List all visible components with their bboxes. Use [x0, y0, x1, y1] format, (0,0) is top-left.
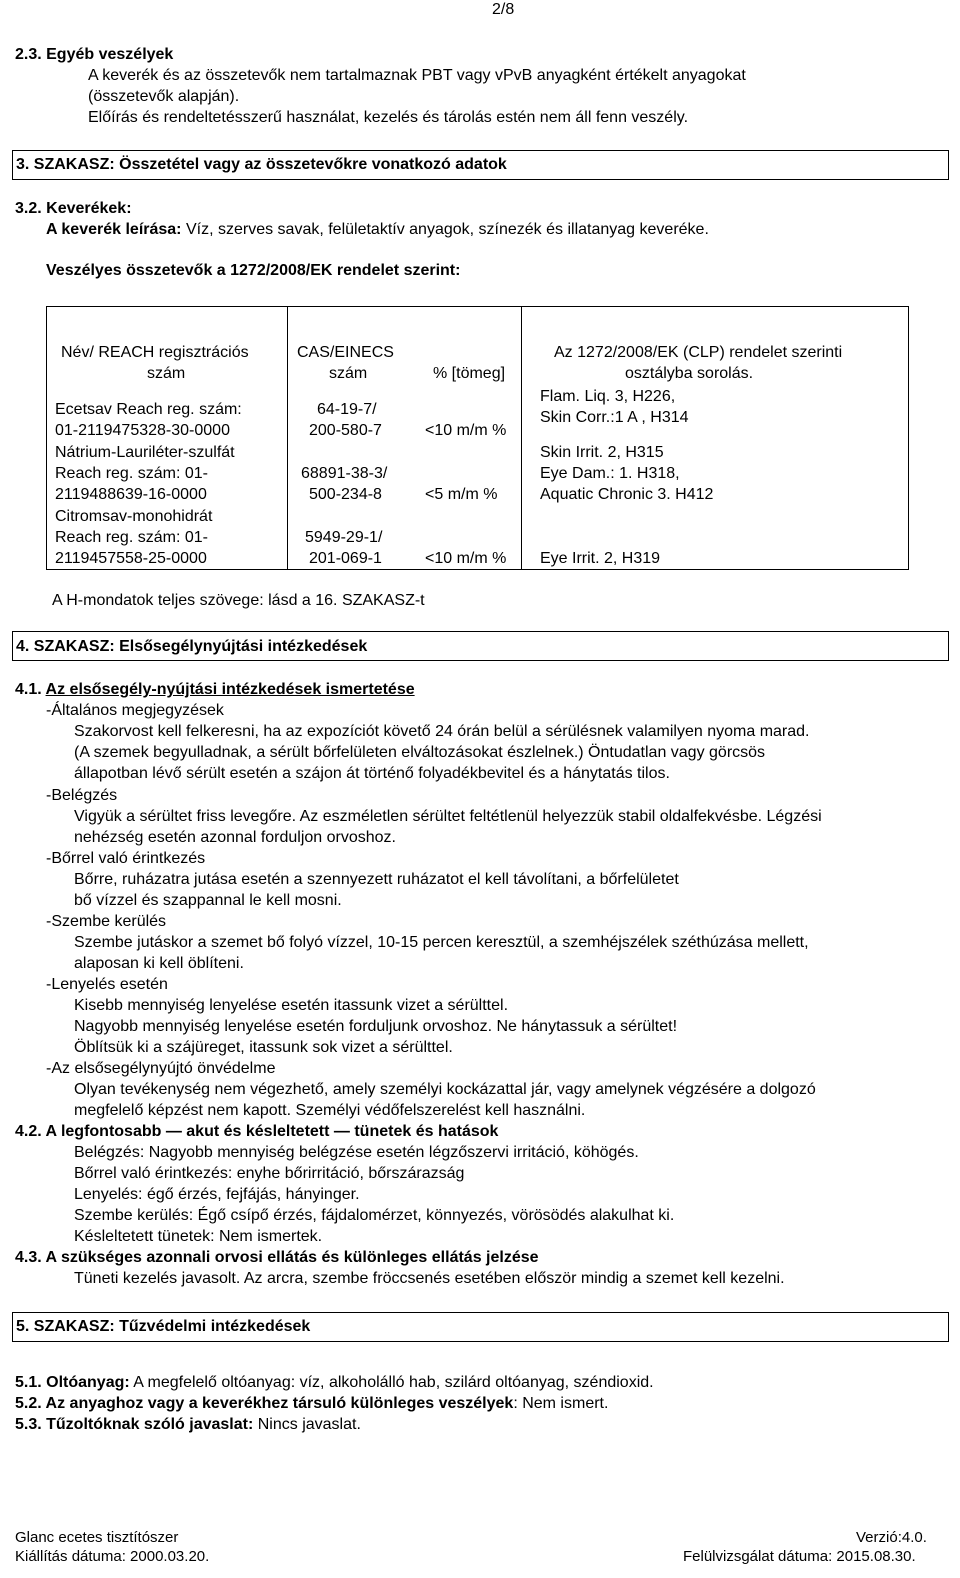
table-row-3-name-2: Reach reg. szám: 01-: [55, 529, 208, 546]
ingest-line2: Nagyobb mennyiség lenyelése esetén forduljunk orvoshoz. Ne hánytassuk a sérültet!: [74, 1018, 678, 1035]
section-2-3-heading: 2.3. Egyéb veszélyek: [15, 46, 174, 63]
section-4-1-title: Az elsősegély-nyújtási intézkedések ismertetése: [45, 681, 415, 698]
section-4-3-title: A szükséges azonnali orvosi ellátás és különleges ellátás jelzése: [45, 1249, 539, 1266]
skin-line2: bő vízzel és szappannal le kell mosni.: [74, 892, 342, 909]
ingest-line1: Kisebb mennyiség lenyelése esetén itassunk vizet a sérülttel.: [74, 997, 509, 1014]
section-3-heading: 3. SZAKASZ: Összetétel vagy az összetevőkre vonatkozó adatok: [16, 156, 507, 173]
header-name-2: szám: [147, 365, 186, 382]
table-row-2-name-2: Reach reg. szám: 01-: [55, 465, 208, 482]
table-divider: [521, 307, 522, 569]
table-row-1-name-2: 01-2119475328-30-0000: [55, 422, 230, 439]
section-5-3-text: Nincs javaslat.: [253, 1416, 361, 1433]
symptom-line2: Bőrrel való érintkezés: enyhe bőrirritáció, bőrszárazság: [74, 1165, 465, 1182]
table-row-2-clp-2: Eye Dam.: 1. H318,: [540, 465, 680, 482]
table-row-2-name-1: Nátrium-Lauriléter-szulfát: [55, 444, 235, 461]
general-label: -Általános megjegyzések: [46, 702, 224, 719]
protect-line1: Olyan tevékenység nem végezhető, amely személyi kockázattal jár, vagy amelynek végzésére a dolgozó: [74, 1081, 816, 1098]
section-5-1-label: 5.1. Oltóanyag:: [15, 1374, 130, 1391]
h-statements-footnote: A H-mondatok teljes szövege: lásd a 16. SZAKASZ-t: [52, 592, 425, 609]
mixture-description-text: Víz, szerves savak, felületaktív anyagok, színezék és illatanyag keveréke.: [181, 221, 709, 238]
section-2-3-line2: (összetevők alapján).: [88, 88, 240, 105]
table-row-1-name-1: Ecetsav Reach reg. szám:: [55, 401, 242, 418]
breath-line2: nehézség esetén azonnal forduljon orvoshoz.: [74, 829, 396, 846]
section-2-3-line1: A keverék és az összetevők nem tartalmaznak PBT vagy vPvB anyagként értékelt anyagokat: [88, 67, 746, 84]
table-row-3-pct: <10 m/m %: [425, 550, 507, 567]
section-4-heading: 4. SZAKASZ: Elsősegélynyújtási intézkedések: [16, 638, 368, 655]
section-4-2-title: A legfontosabb — akut és késleltetett — tünetek és hatások: [45, 1123, 499, 1140]
breath-line1: Vigyük a sérültet friss levegőre. Az eszméletlen sérültet feltétlenül helyezzük stabil oldalfekvésbe. Légzési: [74, 808, 822, 825]
footer-version: Verzió:4.0.: [856, 1529, 927, 1546]
section-4-2-num: 4.2.: [15, 1123, 42, 1140]
symptom-line4: Szembe kerülés: Égő csípő érzés, fájdalomérzet, könnyezés, vörösödés alakulhat ki.: [74, 1207, 675, 1224]
section-4-1-num: 4.1.: [15, 681, 42, 698]
section-5-2-label: 5.2. Az anyaghoz vagy a keverékhez társuló különleges veszélyek: [15, 1395, 514, 1412]
section-5-3: [15, 1415, 361, 1436]
table-row-3-cas-2: 201-069-1: [309, 550, 382, 567]
protect-line2: megfelelő képzést nem kapott. Személyi védőfelszerelést kell használni.: [74, 1102, 586, 1119]
header-cas-1: CAS/EINECS: [297, 344, 394, 361]
table-row-1-cas-2: 200-580-7: [309, 422, 382, 439]
section-5-box: [12, 1312, 949, 1342]
page-number: 2/8: [492, 1, 515, 18]
section-4-2-heading: [15, 1122, 498, 1143]
eye-label: -Szembe kerülés: [46, 913, 167, 930]
table-row-3-cas-1: 5949-29-1/: [305, 529, 383, 546]
symptom-line3: Lenyelés: égő érzés, fejfájás, hányinger.: [74, 1186, 360, 1203]
footer-product: Glanc ecetes tisztítószer: [15, 1529, 179, 1546]
section-5-heading: 5. SZAKASZ: Tűzvédelmi intézkedések: [16, 1318, 311, 1335]
header-pct: % [tömeg]: [433, 365, 506, 382]
symptom-line5: Késleltetett tünetek: Nem ismertek.: [74, 1228, 323, 1245]
protect-label: -Az elsősegélynyújtó önvédelme: [46, 1060, 276, 1077]
header-clp-2: osztályba sorolás.: [625, 365, 754, 382]
header-name-1: Név/ REACH regisztrációs: [61, 344, 249, 361]
header-cas-2: szám: [329, 365, 368, 382]
table-row-3-name-3: 2119457558-25-0000: [55, 550, 207, 567]
composition-table: [46, 306, 909, 570]
eye-line2: alaposan ki kell öblíteni.: [74, 955, 244, 972]
general-line3: állapotban lévő sérült esetén a szájon át történő folyadékbevitel és a hánytatás tilos.: [74, 765, 670, 782]
table-row-2-name-3: 2119488639-16-0000: [55, 486, 207, 503]
table-row-3-clp-1: Eye Irrit. 2, H319: [540, 550, 661, 567]
table-row-3-name-1: Citromsav-monohidrát: [55, 508, 213, 525]
table-row-1-clp-2: Skin Corr.:1 A , H314: [540, 409, 689, 426]
section-5-1-text: A megfelelő oltóanyag: víz, alkoholálló hab, szilárd oltóanyag, széndioxid.: [129, 1374, 654, 1391]
general-line2: (A szemek begyulladnak, a sérült bőrfelületen elváltozásokat észlelnek.) Öntudatlan vagy görcsös: [74, 744, 766, 761]
section-4-3-heading: [15, 1248, 539, 1269]
breath-label: -Belégzés: [46, 787, 118, 804]
footer-review-date: Felülvizsgálat dátuma: 2015.08.30.: [683, 1548, 916, 1565]
mixture-description: [46, 220, 709, 241]
table-divider: [287, 307, 288, 569]
mixture-description-label: A keverék leírása:: [46, 221, 182, 238]
table-row-2-cas-2: 500-234-8: [309, 486, 382, 503]
section-3-box: [12, 150, 949, 180]
section-3-2-heading: 3.2. Keverékek:: [15, 200, 132, 217]
table-row-2-clp-3: Aquatic Chronic 3. H412: [540, 486, 714, 503]
table-row-1-pct: <10 m/m %: [425, 422, 507, 439]
ingest-line3: Öblítsük ki a szájüreget, itassunk sok vizet a sérülttel.: [74, 1039, 453, 1056]
eye-line1: Szembe jutáskor a szemet bő folyó vízzel, 10-15 percen keresztül, a szemhéjszélek széthúzása mellett,: [74, 934, 809, 951]
ingest-label: -Lenyelés esetén: [46, 976, 168, 993]
treatment-line1: Tüneti kezelés javasolt. Az arcra, szembe fröccsenés esetében először mindig a szemet kell kezelni.: [74, 1270, 785, 1287]
general-line1: Szakorvost kell felkeresni, ha az expozíciót követő 24 órán belül a sérülésnek valamilyen nyoma marad.: [74, 723, 810, 740]
footer-issue-date: Kiállítás dátuma: 2000.03.20.: [15, 1548, 210, 1565]
section-2-3-line3: Előírás és rendeltetésszerű használat, kezelés és tárolás estén nem áll fenn veszély.: [88, 109, 689, 126]
section-4-3-num: 4.3.: [15, 1249, 42, 1266]
section-5-2-text: : Nem ismert.: [513, 1395, 609, 1412]
header-clp-1: Az 1272/2008/EK (CLP) rendelet szerinti: [554, 344, 843, 361]
section-4-1-heading: [15, 680, 415, 701]
skin-line1: Bőrre, ruházatra jutása esetén a szennyezett ruházatot el kell távolítani, a bőrfelületet: [74, 871, 679, 888]
dangerous-components-title: Veszélyes összetevők a 1272/2008/EK rendelet szerint:: [46, 262, 461, 279]
symptom-line1: Belégzés: Nagyobb mennyiség belégzése esetén légzőszervi irritáció, köhögés.: [74, 1144, 639, 1161]
table-row-2-clp-1: Skin Irrit. 2, H315: [540, 444, 664, 461]
table-row-1-cas-1: 64-19-7/: [317, 401, 377, 418]
section-5-2: [15, 1394, 608, 1415]
table-row-2-pct: <5 m/m %: [425, 486, 498, 503]
table-row-2-cas-1: 68891-38-3/: [301, 465, 388, 482]
table-row-1-clp-1: Flam. Liq. 3, H226,: [540, 388, 676, 405]
section-5-1: [15, 1373, 654, 1394]
section-5-3-label: 5.3. Tűzoltóknak szóló javaslat:: [15, 1416, 254, 1433]
section-4-box: [12, 631, 949, 661]
skin-label: -Bőrrel való érintkezés: [46, 850, 206, 867]
